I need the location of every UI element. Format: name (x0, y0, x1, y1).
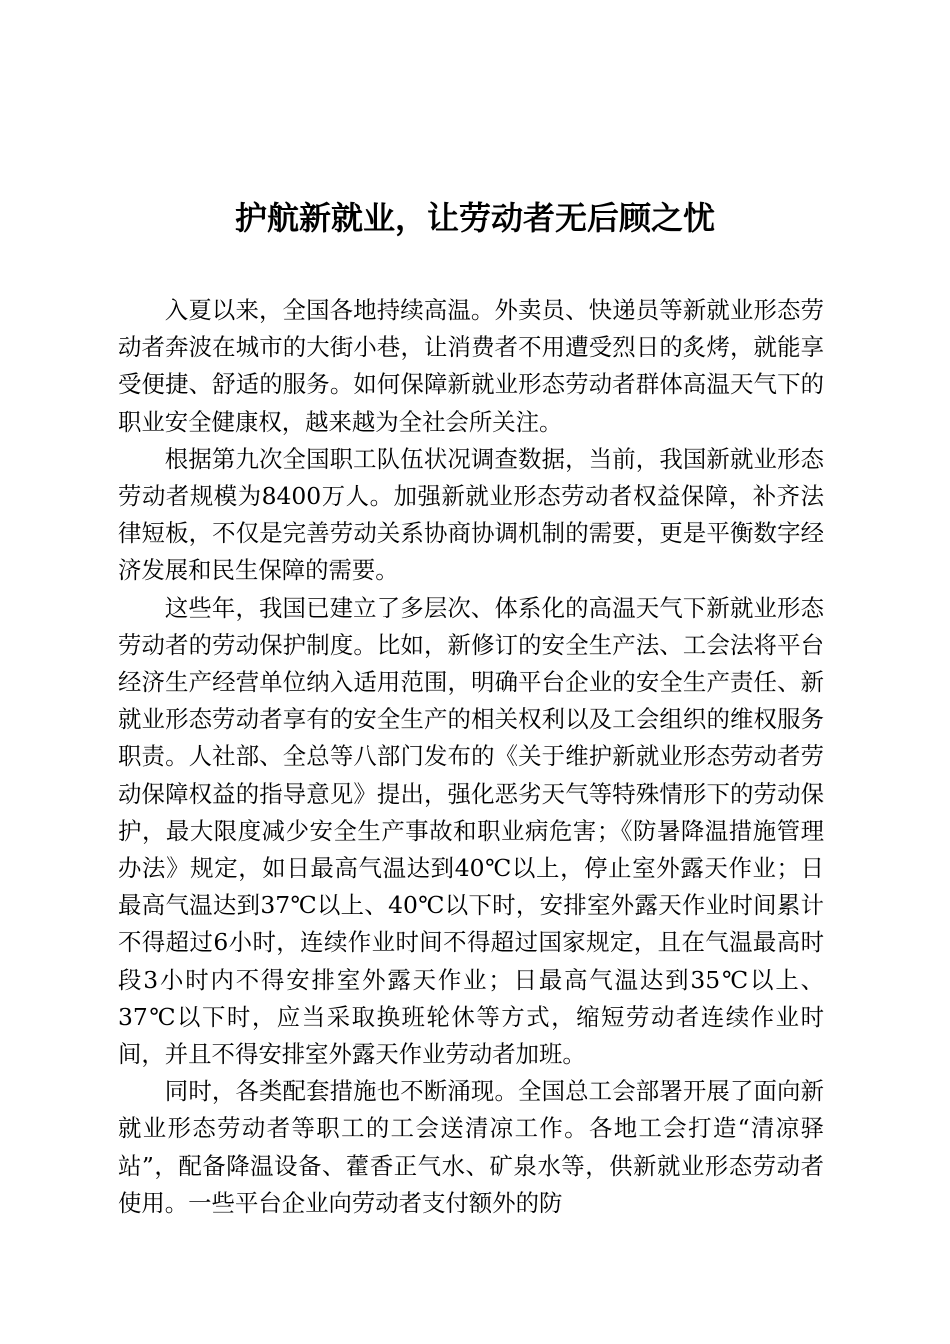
paragraph: 根据第九次全国职工队伍状况调查数据，当前，我国新就业形态劳动者规模为8400万人。加强新就业形态劳动者权益保障，补齐法律短板，不仅是完善劳动关系协商协调机制的需要，更是平衡数字经济发展和民生保障的需要。 (118, 444, 824, 585)
paragraph: 同时，各类配套措施也不断涌现。全国总工会部署开展了面向新就业形态劳动者等职工的工会送清凉工作。各地工会打造“清凉驿站”，配备降温设备、藿香正气水、矿泉水等，供新就业形态劳动者使用。一些平台企业向劳动者支付额外的防 (118, 1077, 824, 1217)
paragraph: 入夏以来，全国各地持续高温。外卖员、快递员等新就业形态劳动者奔波在城市的大街小巷，让消费者不用遭受烈日的炙烤，就能享受便捷、舒适的服务。如何保障新就业形态劳动者群体高温天气下的职业安全健康权，越来越为全社会所关注。 (118, 296, 824, 436)
document-title: 护航新就业，让劳动者无后顾之忧 (234, 199, 715, 237)
document-body (118, 292, 824, 1222)
paragraph: 这些年，我国已建立了多层次、体系化的高温天气下新就业形态劳动者的劳动保护制度。比如，新修订的安全生产法、工会法将平台经济生产经营单位纳入适用范围，明确平台企业的安全生产责任、新就业形态劳动者享有的安全生产的相关权利以及工会组织的维权服务职责。人社部、全总等八部门发布的《关于维护新就业形态劳动者劳动保障权益的指导意见》提出，强化恶劣天气等特殊情形下的劳动保护，最大限度减少安全生产事故和职业病危害；《防暑降温措施管理办法》规定，如日最高气温达到40℃以上，停止室外露天作业；日最高气温达到37℃以上、40℃以下时，安排室外露天作业时间累计不得超过6小时，连续作业时间不得超过国家规定，且在气温最高时段3小时内不得安排室外露天作业；日最高气温达到35℃以上、37℃以下时，应当采取换班轮休等方式，缩短劳动者连续作业时间，并且不得安排室外露天作业劳动者加班。 (118, 593, 824, 1069)
